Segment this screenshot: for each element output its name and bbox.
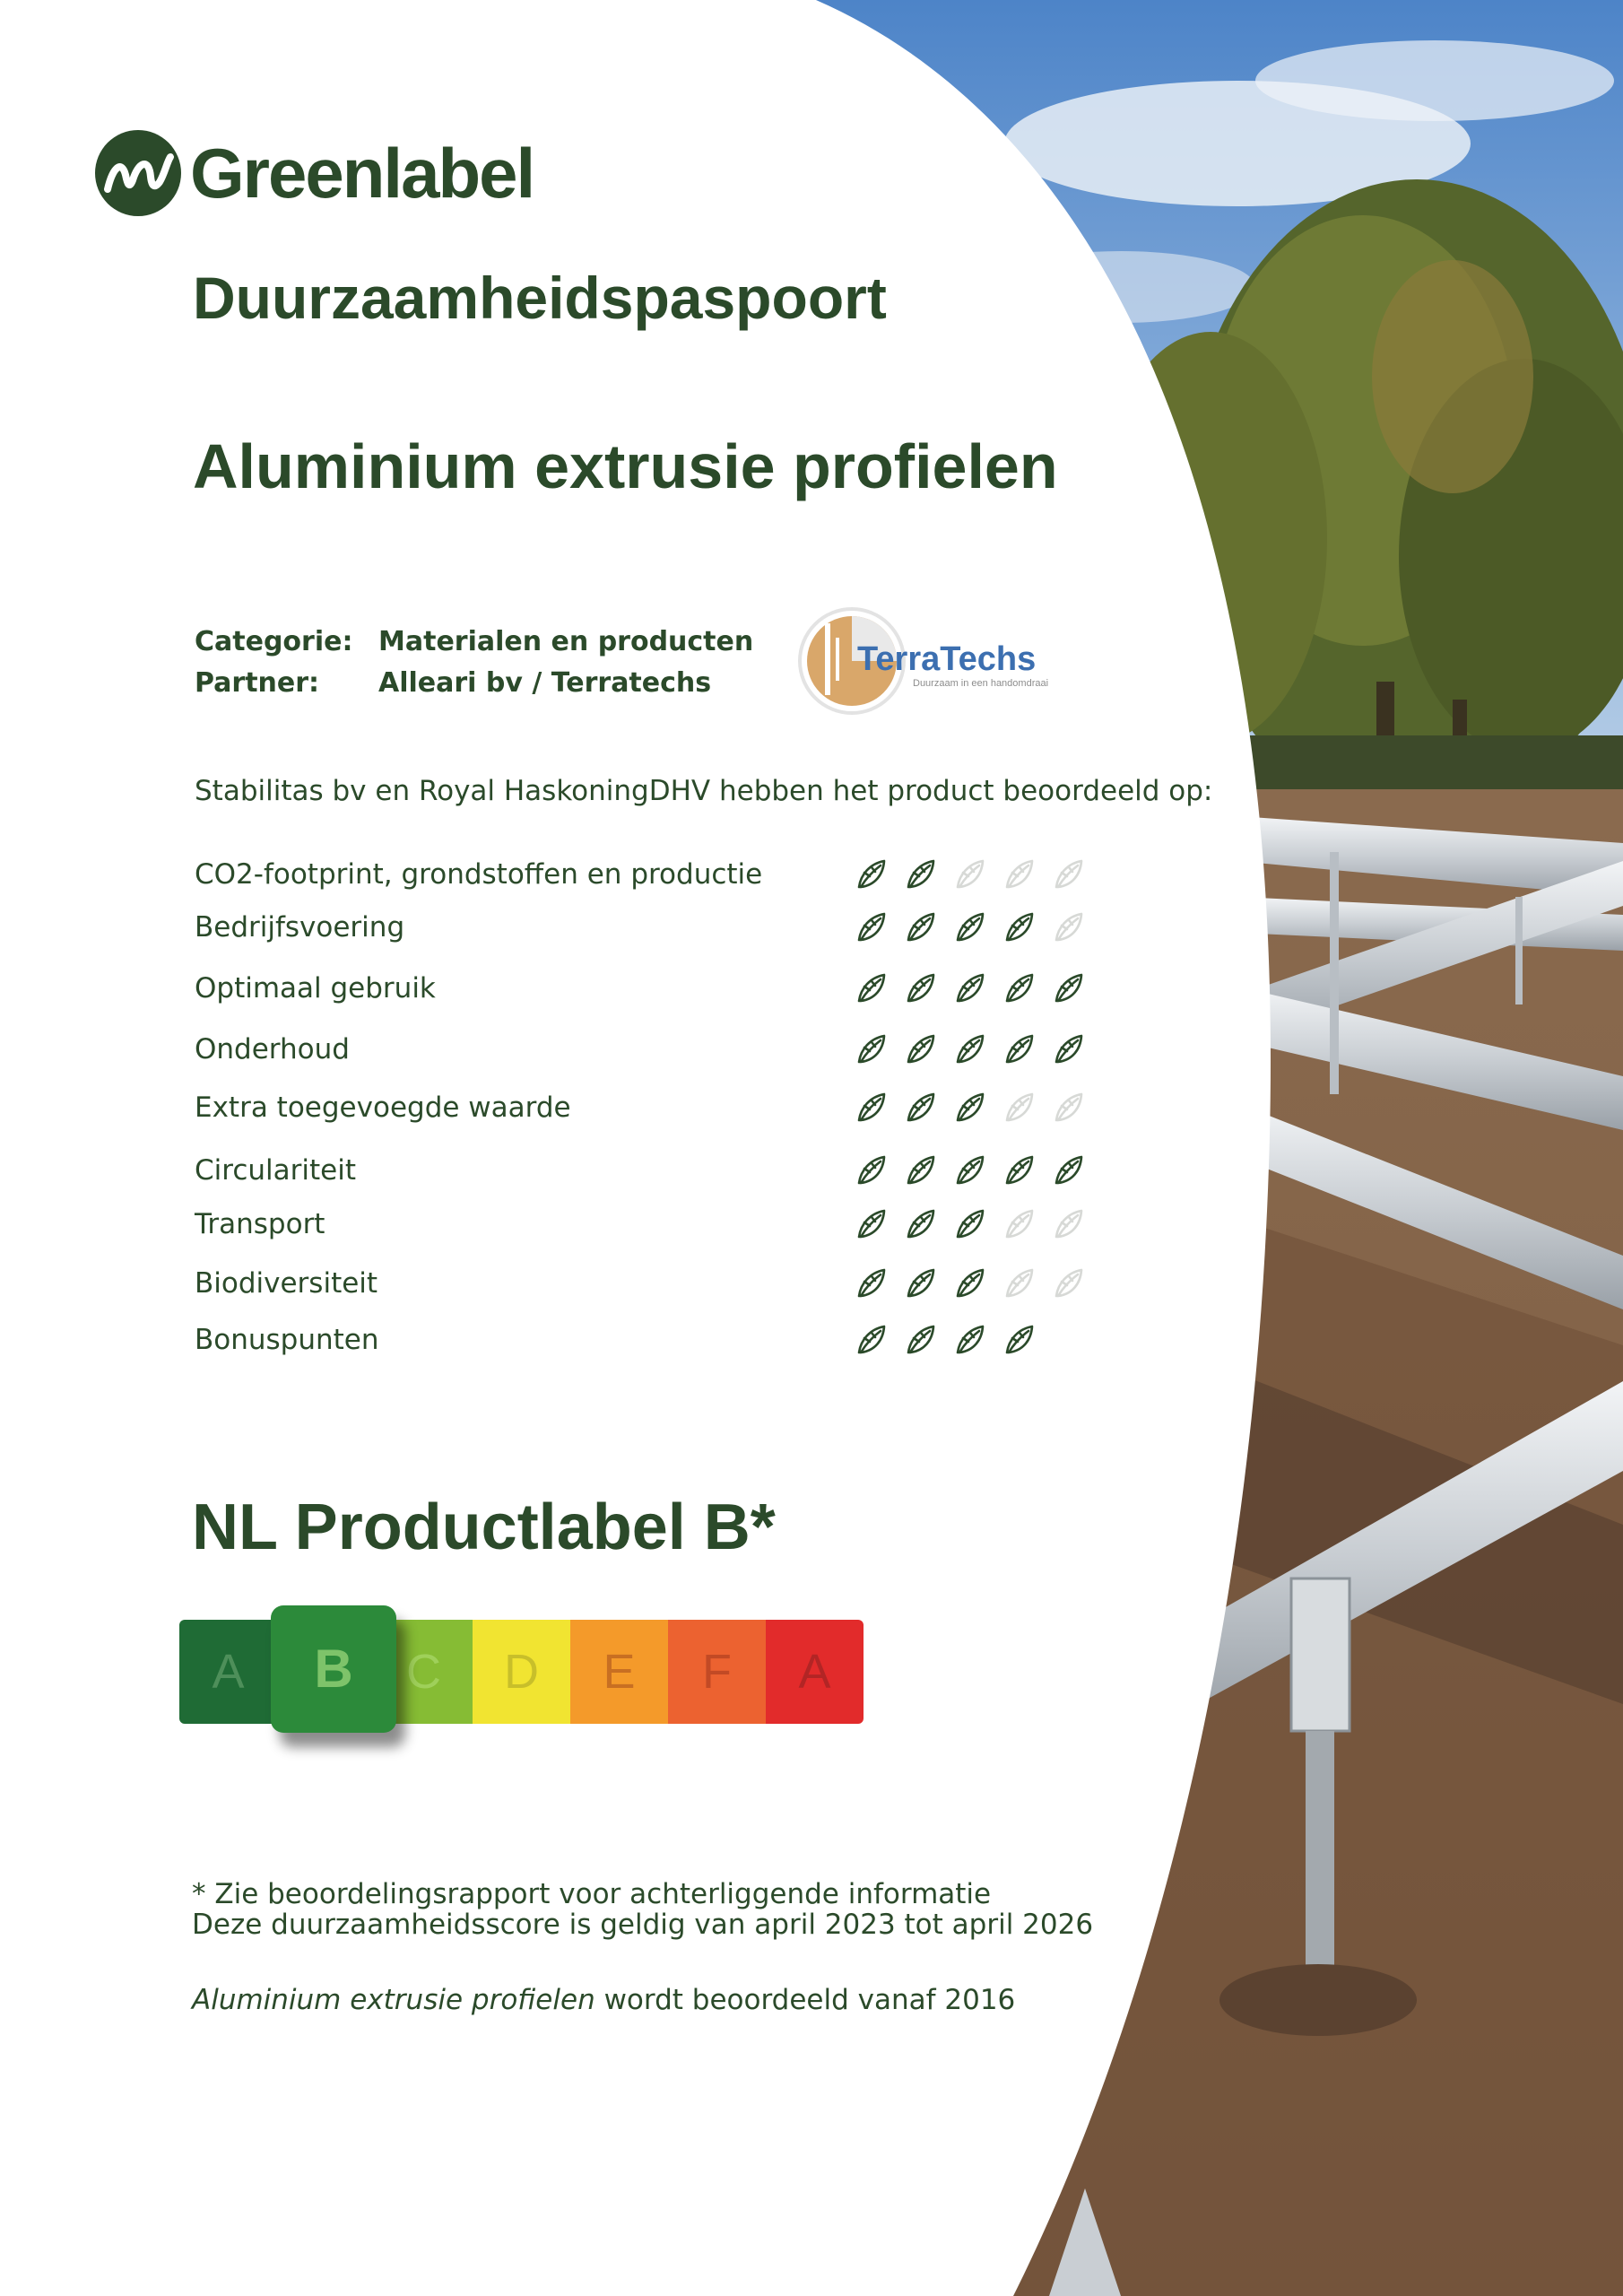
energy-segment-e: E [570, 1620, 668, 1724]
criterion-label: CO2-footprint, grondstoffen en productie [195, 858, 763, 891]
leaf-empty-icon [1002, 857, 1037, 892]
leaf-empty-icon [1051, 909, 1087, 945]
leaf-filled-icon [854, 1265, 890, 1301]
criterion-label: Biodiversiteit [195, 1267, 378, 1300]
leaf-filled-icon [854, 1206, 890, 1242]
leaf-empty-icon [1002, 1206, 1037, 1242]
leaf-filled-icon [952, 1206, 988, 1242]
leaf-empty-icon [1051, 1090, 1087, 1126]
leaf-filled-icon [1002, 1322, 1037, 1358]
leaf-filled-icon [854, 1090, 890, 1126]
terratechs-logo [798, 605, 1085, 722]
footnote-product-name: Aluminium extrusie profielen [192, 1984, 595, 2016]
greenlabel-logo-icon [95, 130, 181, 216]
criterion-row [195, 908, 1136, 947]
leaf-filled-icon [952, 1265, 988, 1301]
document-title: Duurzaamheidspaspoort [193, 265, 887, 331]
leaf-filled-icon [952, 1322, 988, 1358]
leaf-filled-icon [1002, 970, 1037, 1006]
leaf-filled-icon [854, 1152, 890, 1188]
leaf-filled-icon [1002, 1152, 1037, 1188]
leaf-filled-icon [1051, 1152, 1087, 1188]
leaf-filled-icon [854, 909, 890, 945]
criterion-label: Bonuspunten [195, 1324, 379, 1356]
footnote-since-text: wordt beoordeeld vanaf 2016 [595, 1984, 1016, 2016]
svg-text:TerraTechs: TerraTechs [857, 640, 1037, 678]
leaf-filled-icon [903, 909, 939, 945]
energy-segment-c: C [375, 1620, 473, 1724]
leaf-filled-icon [903, 1031, 939, 1067]
energy-scale [179, 1605, 897, 1776]
leaf-filled-icon [903, 1206, 939, 1242]
leaf-filled-icon [952, 1152, 988, 1188]
leaf-filled-icon [952, 909, 988, 945]
leaf-filled-icon [854, 970, 890, 1006]
assessment-intro: Stabilitas bv en Royal HaskoningDHV hebben het product beoordeeld op: [195, 775, 1213, 807]
partner-label: Partner: [195, 667, 320, 699]
criterion-row [195, 855, 1136, 894]
criterion-row [195, 1320, 1136, 1360]
criterion-row [195, 1264, 1136, 1303]
leaf-filled-icon [854, 1322, 890, 1358]
leaf-filled-icon [903, 1090, 939, 1126]
leaf-filled-icon [903, 857, 939, 892]
energy-segment-a: A [766, 1620, 864, 1724]
footnote-report: * Zie beoordelingsrapport voor achterliggende informatie [192, 1878, 992, 1910]
energy-segment-d: D [473, 1620, 570, 1724]
leaf-empty-icon [1051, 857, 1087, 892]
brand-name: Greenlabel [190, 134, 534, 213]
criterion-row [195, 1030, 1136, 1069]
criterion-row [195, 1088, 1136, 1127]
leaf-filled-icon [952, 1031, 988, 1067]
leaf-filled-icon [854, 857, 890, 892]
leaf-filled-icon [952, 1090, 988, 1126]
footnote-since [192, 1984, 1015, 2016]
category-value: Materialen en producten [378, 626, 754, 657]
criterion-row [195, 1205, 1136, 1244]
leaf-empty-icon [952, 857, 988, 892]
leaf-empty-icon [1051, 1206, 1087, 1242]
leaf-empty-icon [1051, 1265, 1087, 1301]
leaf-filled-icon [1002, 1031, 1037, 1067]
energy-segment-f: F [668, 1620, 766, 1724]
leaf-filled-icon [952, 970, 988, 1006]
leaf-filled-icon [854, 1031, 890, 1067]
criterion-row [195, 969, 1136, 1008]
leaf-filled-icon [903, 1265, 939, 1301]
leaf-filled-icon [903, 1322, 939, 1358]
leaf-empty-icon [1002, 1265, 1037, 1301]
criterion-label: Circulariteit [195, 1154, 356, 1187]
product-label-title: NL Productlabel B* [192, 1492, 776, 1563]
leaf-filled-icon [1051, 1031, 1087, 1067]
leaf-filled-icon [1002, 909, 1037, 945]
criterion-label: Onderhoud [195, 1033, 350, 1065]
criterion-label: Extra toegevoegde waarde [195, 1091, 571, 1124]
leaf-empty-icon [1002, 1090, 1037, 1126]
leaf-filled-icon [903, 970, 939, 1006]
leaf-filled-icon [903, 1152, 939, 1188]
energy-segment-a: A [179, 1620, 277, 1724]
criterion-label: Bedrijfsvoering [195, 911, 405, 944]
energy-segment-active: B [271, 1605, 396, 1733]
category-label: Categorie: [195, 626, 353, 657]
partner-value: Alleari bv / Terratechs [378, 667, 712, 699]
criterion-label: Transport [195, 1208, 325, 1240]
criterion-label: Optimaal gebruik [195, 972, 436, 1004]
leaf-filled-icon [1051, 970, 1087, 1006]
criterion-row [195, 1151, 1136, 1190]
svg-text:Duurzaam in een handomdraai: Duurzaam in een handomdraai [913, 678, 1049, 689]
footnote-validity: Deze duurzaamheidsscore is geldig van april 2023 tot april 2026 [192, 1909, 1094, 1941]
product-name: Aluminium extrusie profielen [193, 431, 1058, 501]
